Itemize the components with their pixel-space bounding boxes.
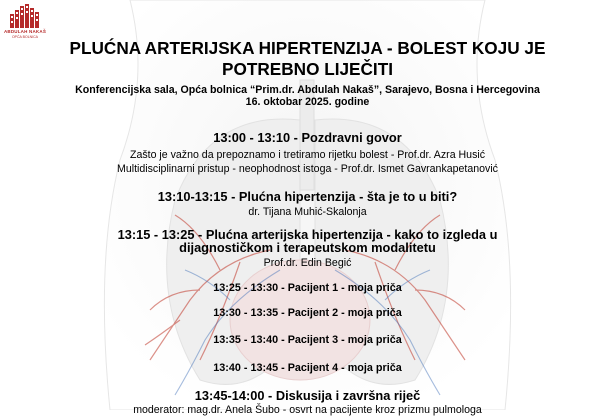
patient-2: 13:30 - 13:35 - Pacijent 2 - moja priča <box>213 307 402 319</box>
session-3-time-line-1: 13:15 - 13:25 - Plućna arterijska hipertenzija - kako to izgleda u <box>117 227 498 242</box>
event-date: 16. oktobar 2025. godine <box>245 96 370 108</box>
session-3-time-line-2: dijagnostičkom i terapeutskom modalitetu <box>179 240 436 255</box>
session-1-time: 13:00 - 13:10 - Pozdravni govor <box>213 130 402 145</box>
session-1-line-2: Multidisciplinarni pristup - neophodnost istoga - Prof.dr. Ismet Gavrankapetanović <box>117 163 498 175</box>
session-1-line-1: Zašto je važno da prepoznamo i tretiramo rijetku bolest - Prof.dr. Azra Husić <box>129 149 486 161</box>
logo-name: ABDULAH NAKAŠ <box>3 29 47 34</box>
session-4-time: 13:45-14:00 - Diskusija i završna riječ <box>194 388 421 403</box>
session-2-speaker: dr. Tijana Muhić-Skalonja <box>248 206 367 218</box>
logo-subtitle: OPĆA BOLNICA <box>11 35 39 39</box>
title-line-2: POTREBNO LIJEČITI <box>222 59 393 79</box>
patient-4: 13:40 - 13:45 - Pacijent 4 - moja priča <box>213 362 402 374</box>
venue: Konferencijska sala, Opća bolnica “Prim.dr. Abdulah Nakaš”, Sarajevo, Bosna i Hercegovina <box>75 84 540 96</box>
session-2-time: 13:10-13:15 - Plućna hipertenzija - šta je to u biti? <box>157 189 458 204</box>
session-4-moderator: moderator: mag.dr. Anela Šubo - osvrt na pacijente kroz prizmu pulmologa <box>133 404 482 416</box>
session-3-speaker: Prof.dr. Edin Begić <box>263 257 352 269</box>
page-title <box>40 38 575 80</box>
patient-3: 13:35 - 13:40 - Pacijent 3 - moja priča <box>213 334 402 346</box>
patient-1: 13:25 - 13:30 - Pacijent 1 - moja priča <box>213 282 402 294</box>
title-line-1: PLUĆNA ARTERIJSKA HIPERTENZIJA - BOLEST KOJU JE <box>69 38 546 58</box>
